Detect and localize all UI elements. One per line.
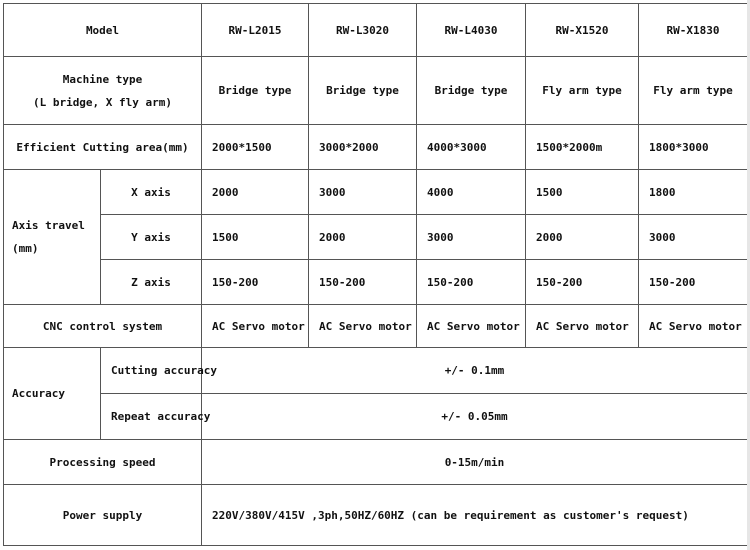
cnc-value: AC Servo motor	[526, 305, 639, 348]
row-processing-speed	[4, 440, 748, 485]
cutting-area-value: 3000*2000	[309, 125, 417, 170]
cnc-value: AC Servo motor	[639, 305, 748, 348]
x-axis-value: 1500	[526, 170, 639, 215]
x-axis-value: 3000	[309, 170, 417, 215]
z-axis-value: 150-200	[526, 260, 639, 305]
y-axis-value: 1500	[202, 215, 309, 260]
row-repeat-accuracy	[4, 394, 748, 440]
row-cutting-accuracy	[4, 348, 748, 394]
cutting-area-value: 2000*1500	[202, 125, 309, 170]
cutting-accuracy-value: +/- 0.1mm	[202, 348, 748, 394]
z-axis-value: 150-200	[639, 260, 748, 305]
axis-travel-label-line1: Axis travel	[12, 219, 85, 232]
model-label: Model	[4, 4, 202, 57]
spec-table-container	[3, 3, 748, 546]
axis-travel-label-line2: (mm)	[12, 242, 39, 255]
z-axis-value: 150-200	[202, 260, 309, 305]
model-value: RW-X1520	[526, 4, 639, 57]
model-value: RW-L2015	[202, 4, 309, 57]
axis-travel-label	[4, 170, 101, 305]
machine-type-value: Fly arm type	[639, 57, 748, 125]
accuracy-label: Accuracy	[4, 348, 101, 440]
machine-type-label-line1: Machine type	[62, 72, 143, 86]
cutting-area-value: 1800*3000	[639, 125, 748, 170]
cnc-value: AC Servo motor	[417, 305, 526, 348]
cnc-value: AC Servo motor	[202, 305, 309, 348]
row-cutting-area	[4, 125, 748, 170]
spec-table	[3, 3, 748, 546]
cutting-area-value: 4000*3000	[417, 125, 526, 170]
row-axis-z	[4, 260, 748, 305]
model-value: RW-L4030	[417, 4, 526, 57]
row-axis-x	[4, 170, 748, 215]
x-axis-value: 1800	[639, 170, 748, 215]
processing-speed-label: Processing speed	[4, 440, 202, 485]
x-axis-value: 4000	[417, 170, 526, 215]
machine-type-label	[4, 57, 202, 125]
x-axis-value: 2000	[202, 170, 309, 215]
cutting-accuracy-label: Cutting accuracy	[101, 348, 202, 394]
power-supply-value: 220V/380V/415V ,3ph,50HZ/60HZ (can be requirement as customer's request)	[202, 485, 748, 546]
row-axis-y	[4, 215, 748, 260]
repeat-accuracy-label: Repeat accuracy	[101, 394, 202, 440]
z-axis-label: Z axis	[101, 260, 202, 305]
model-value: RW-L3020	[309, 4, 417, 57]
cutting-area-label: Efficient Cutting area(mm)	[4, 125, 202, 170]
machine-type-value: Bridge type	[202, 57, 309, 125]
x-axis-label: X axis	[101, 170, 202, 215]
y-axis-value: 3000	[417, 215, 526, 260]
machine-type-value: Bridge type	[309, 57, 417, 125]
z-axis-value: 150-200	[309, 260, 417, 305]
row-machine-type	[4, 57, 748, 125]
machine-type-value: Fly arm type	[526, 57, 639, 125]
row-cnc	[4, 305, 748, 348]
y-axis-value: 2000	[309, 215, 417, 260]
cutting-area-value: 1500*2000m	[526, 125, 639, 170]
repeat-accuracy-value: +/- 0.05mm	[202, 394, 748, 440]
row-power-supply	[4, 485, 748, 546]
y-axis-value: 2000	[526, 215, 639, 260]
processing-speed-value: 0-15m/min	[202, 440, 748, 485]
y-axis-label: Y axis	[101, 215, 202, 260]
cnc-value: AC Servo motor	[309, 305, 417, 348]
machine-type-label-line2: (L bridge, X fly arm)	[32, 95, 173, 109]
row-model	[4, 4, 748, 57]
y-axis-value: 3000	[639, 215, 748, 260]
z-axis-value: 150-200	[417, 260, 526, 305]
power-supply-label: Power supply	[4, 485, 202, 546]
cnc-label: CNC control system	[4, 305, 202, 348]
model-value: RW-X1830	[639, 4, 748, 57]
machine-type-value: Bridge type	[417, 57, 526, 125]
